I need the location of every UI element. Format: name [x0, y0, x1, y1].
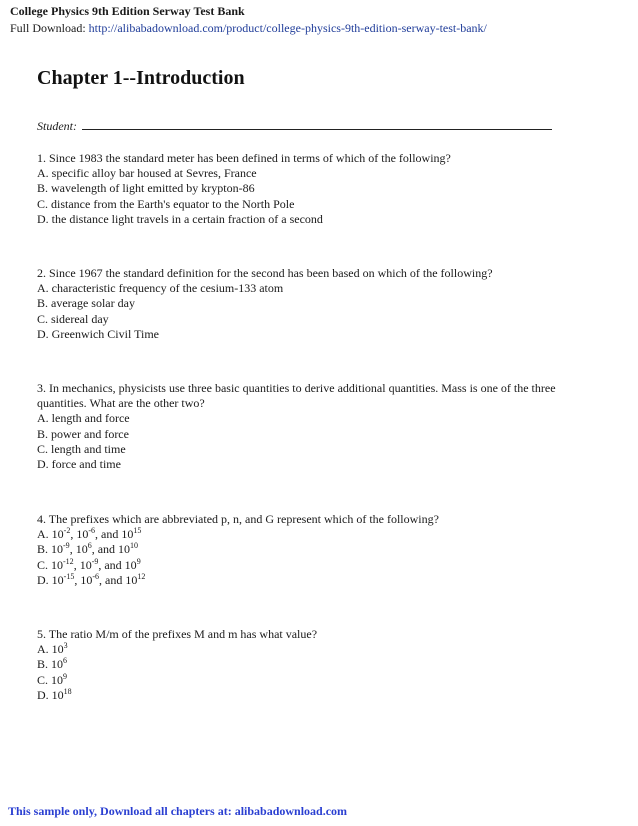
answer-option: B. $10^6$ [37, 656, 68, 672]
student-field [37, 119, 552, 134]
answer-option: A. length and force [37, 411, 130, 426]
header-title: College Physics 9th Edition Serway Test Bank [10, 4, 245, 18]
question-stem: 5. The ratio M/m of the prefixes M and m has what value? [37, 627, 318, 641]
answer-option: C. distance from the Earth's equator to the North Pole [37, 196, 295, 211]
download-line [10, 21, 487, 36]
answer-option: A. specific alloy bar housed at Sevres, France [37, 166, 257, 181]
answer-option: B. wavelength of light emitted by krypton-86 [37, 181, 255, 196]
answer-option: C. length and time [37, 441, 126, 456]
answer-option: B. average solar day [37, 296, 135, 311]
answer-option: C. sidereal day [37, 311, 109, 326]
question-stem: 3. In mechanics, physicists use three basic quantities to derive additional quantities. Mass is one of the three quantities. What are the other two? [37, 381, 556, 411]
question-stem: 2. Since 1967 the standard definition for the second has been based on which of the following? [37, 266, 493, 280]
answer-option: D. force and time [37, 457, 121, 472]
answer-option: D. Greenwich Civil Time [37, 326, 159, 341]
student-label: Student: [37, 119, 80, 133]
question-3 [37, 381, 597, 472]
question-5 [37, 627, 597, 703]
question-1 [37, 151, 597, 227]
student-name-line[interactable] [82, 119, 552, 130]
chapter-title: Chapter 1--Introduction [37, 67, 245, 89]
question-2 [37, 266, 597, 342]
answer-option: C. $10^9$ [37, 671, 68, 687]
answer-option: B. power and force [37, 426, 129, 441]
answer-option: A. characteristic frequency of the cesium-133 atom [37, 281, 284, 296]
answer-option: B. $10^{-9}$, $10^6$, and $10^{10}$ [37, 541, 139, 557]
question-4 [37, 512, 597, 588]
answer-option: D. the distance light travels in a certain fraction of a second [37, 211, 323, 226]
answer-option: D. $10^{18}$ [37, 686, 72, 702]
question-stem: 4. The prefixes which are abbreviated p, n, and G represent which of the following? [37, 512, 439, 526]
footer-download-notice[interactable]: This sample only, Download all chapters at: alibabadownload.com [8, 804, 348, 818]
answer-option: D. $10^{-15}$, $10^{-6}$, and $10^{12}$ [37, 571, 146, 587]
answer-option: A. $10^{-2}$, $10^{-6}$, and $10^{15}$ [37, 526, 142, 542]
answer-option: A. $10^3$ [37, 641, 68, 657]
download-label: Full Download: [10, 21, 89, 35]
answer-option: C. $10^{-12}$, $10^{-9}$, and $10^9$ [37, 556, 141, 572]
download-link[interactable]: http://alibabadownload.com/product/college-physics-9th-edition-serway-test-bank/ [88, 21, 487, 35]
question-stem: 1. Since 1983 the standard meter has been defined in terms of which of the following? [37, 151, 451, 165]
